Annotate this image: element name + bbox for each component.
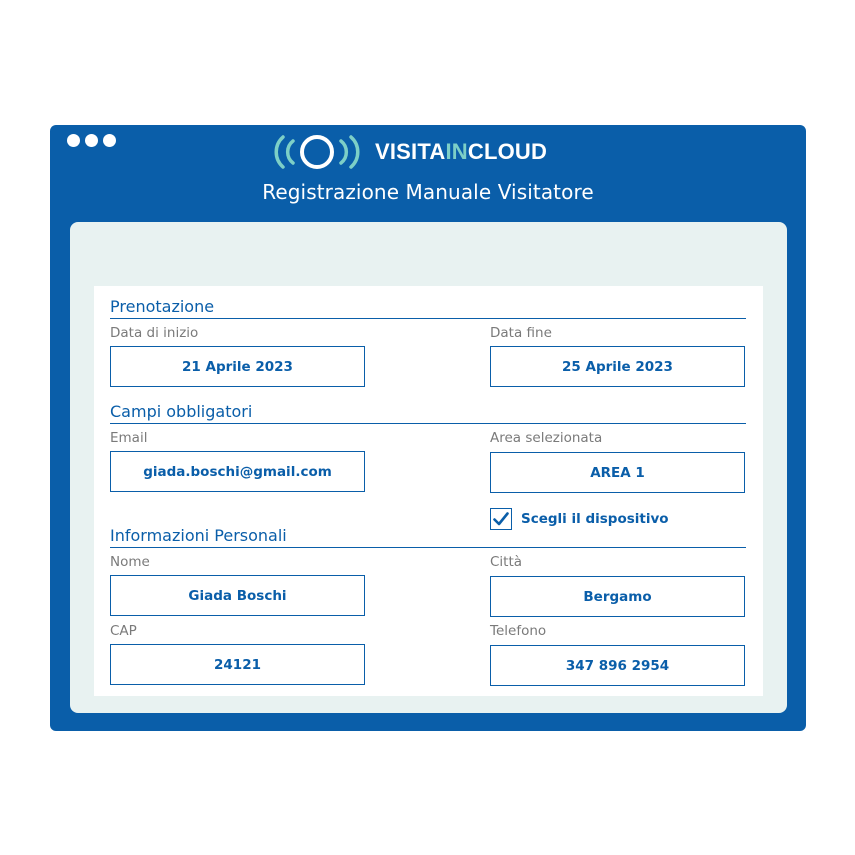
window-dots-icon (67, 134, 116, 147)
start-date-field[interactable]: 21 Aprile 2023 (110, 346, 365, 387)
brand-logo (273, 129, 547, 175)
broadcast-ring-icon (273, 131, 361, 173)
area-label: Area selezionata (490, 430, 603, 446)
brand-name-visita: VISITA (375, 139, 446, 164)
email-field[interactable]: giada.boschi@gmail.com (110, 451, 365, 492)
start-date-label: Data di inizio (110, 325, 199, 341)
brand-name (375, 139, 547, 165)
area-field[interactable]: AREA 1 (490, 452, 745, 493)
telefono-label: Telefono (490, 623, 547, 639)
nome-label: Nome (110, 554, 150, 570)
telefono-field[interactable]: 347 896 2954 (490, 645, 745, 686)
end-date-field[interactable]: 25 Aprile 2023 (490, 346, 745, 387)
window-dot[interactable] (85, 134, 98, 147)
app-window (50, 125, 806, 731)
section-title-personali: Informazioni Personali (110, 526, 746, 548)
cap-label: CAP (110, 623, 137, 639)
page-title: Registrazione Manuale Visitatore (262, 180, 594, 204)
section-title-obbligatori: Campi obbligatori (110, 402, 746, 424)
window-dot[interactable] (67, 134, 80, 147)
content-area (70, 222, 787, 713)
end-date-label: Data fine (490, 325, 552, 341)
brand-name-cloud: CLOUD (467, 139, 548, 164)
nome-field[interactable]: Giada Boschi (110, 575, 365, 616)
visitor-form (94, 286, 763, 696)
cap-field[interactable]: 24121 (110, 644, 365, 685)
window-dot[interactable] (103, 134, 116, 147)
citta-label: Città (490, 554, 523, 570)
citta-field[interactable]: Bergamo (490, 576, 745, 617)
section-title-prenotazione: Prenotazione (110, 297, 746, 319)
device-checkbox-label: Scegli il dispositivo (521, 511, 669, 527)
email-label: Email (110, 430, 148, 446)
brand-name-in: IN (445, 139, 468, 164)
